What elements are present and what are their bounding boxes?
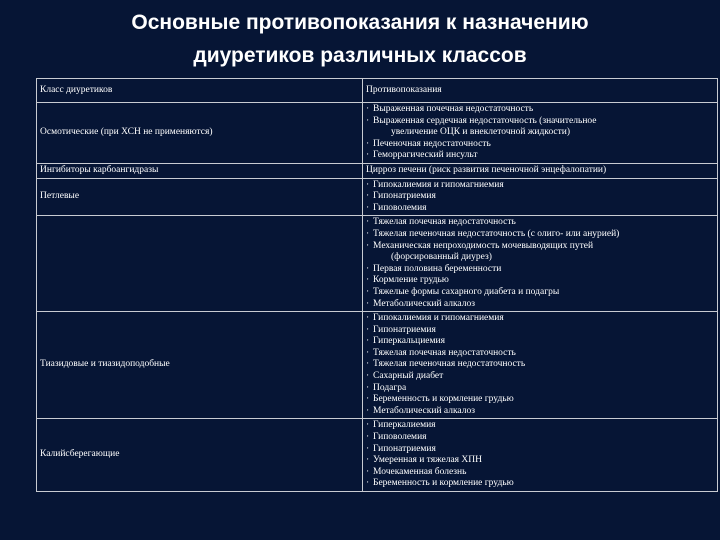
list-item-text: Умеренная и тяжелая ХПН — [373, 455, 483, 466]
class-cell — [37, 216, 363, 312]
class-cell: Калийсберегающие — [37, 419, 363, 492]
list-item-text: Первая половина беременности — [373, 263, 502, 274]
list-item-text: Выраженная сердечная недостаточность (значительное — [373, 115, 597, 126]
list-item-text: Гиперкальциемия — [373, 336, 445, 347]
contraindications-table — [36, 78, 718, 492]
list-item-text: Гипокалиемия и гипомагниемия — [373, 179, 504, 190]
list-item — [366, 104, 714, 116]
list-item-continuation: увеличение ОЦК и внеклеточной жидкости) — [391, 127, 571, 138]
list-item — [366, 383, 714, 395]
contraindications-cell — [363, 312, 718, 419]
list-item-text: Геморрагический инсульт — [373, 150, 478, 161]
slide-title — [0, 6, 720, 72]
list-item — [366, 139, 714, 151]
title-line-1: Основные противопоказания к назначению — [131, 11, 589, 34]
list-item — [366, 444, 714, 456]
list-item-text: Гипонатриемия — [373, 191, 436, 202]
contraindications-cell — [363, 216, 718, 312]
list-item — [366, 150, 714, 162]
class-cell: Петлевые — [37, 178, 363, 216]
list-item-text: Гипонатриемия — [373, 324, 436, 335]
list-item — [366, 217, 714, 229]
list-item-text: Тяжелые формы сахарного диабета и подагры — [373, 286, 560, 297]
list-item — [366, 116, 714, 139]
contraindications-list — [366, 104, 714, 162]
list-item-text: Гиповолемия — [373, 202, 427, 213]
list-item-text: Механическая непроходимость мочевыводящих путей — [373, 240, 594, 251]
list-item-text: Гиперкалиемия — [373, 420, 436, 431]
contraindications-list — [366, 313, 714, 417]
list-item-text: Тяжелая почечная недостаточность — [373, 217, 516, 228]
contraindications-cell — [363, 419, 718, 492]
list-item-text: Гиповолемия — [373, 432, 427, 443]
list-item — [366, 348, 714, 360]
contraindications-cell — [363, 103, 718, 164]
table-row — [37, 103, 718, 164]
list-item — [366, 336, 714, 348]
list-item — [366, 299, 714, 311]
list-item — [366, 432, 714, 444]
list-item — [366, 229, 714, 241]
list-item — [366, 287, 714, 299]
header-class-cell: Класс диуретиков — [37, 79, 363, 103]
table-header-row — [37, 79, 718, 103]
list-item — [366, 203, 714, 215]
list-item — [366, 420, 714, 432]
table-row — [37, 178, 718, 216]
contraindications-list — [366, 420, 714, 490]
list-item — [366, 264, 714, 276]
list-item-continuation: (форсированный диурез) — [391, 252, 492, 263]
class-cell: Осмотические (при ХСН не применяются) — [37, 103, 363, 164]
list-item — [366, 275, 714, 287]
list-item — [366, 406, 714, 418]
list-item-text: Печеночная недостаточность — [373, 138, 491, 149]
list-item — [366, 191, 714, 203]
contraindications-list — [366, 217, 714, 310]
list-item-text: Выраженная почечная недостаточность — [373, 104, 534, 114]
class-cell: Тиазидовые и тиазидоподобные — [37, 312, 363, 419]
list-item — [366, 455, 714, 467]
title-line-2: диуретиков различных классов — [193, 44, 527, 67]
list-item-text: Беременность и кормление грудью — [373, 394, 514, 405]
list-item-text: Кормление грудью — [373, 275, 449, 286]
list-item — [366, 359, 714, 371]
table-row — [37, 312, 718, 419]
list-item-text: Мочекаменная болезнь — [373, 466, 467, 477]
list-item — [366, 313, 714, 325]
class-cell: Ингибиторы карбоангидразы — [37, 163, 363, 178]
list-item — [366, 371, 714, 383]
list-item — [366, 180, 714, 192]
table-row — [37, 216, 718, 312]
header-contraindications-cell: Противопоказания — [363, 79, 718, 103]
list-item-text: Тяжелая почечная недостаточность — [373, 347, 516, 358]
contraindications-list — [366, 180, 714, 215]
list-item-text: Тяжелая печеночная недостаточность (с олиго- или анурией) — [373, 228, 620, 239]
table-row — [37, 419, 718, 492]
contraindications-cell: Цирроз печени (риск развития печеночной энцефалопатии) — [363, 163, 718, 178]
list-item-text: Гипонатриемия — [373, 443, 436, 454]
list-item-text: Метаболический алкалоз — [373, 298, 475, 309]
list-item-text: Беременность и кормление грудью — [373, 478, 514, 489]
list-item — [366, 467, 714, 479]
list-item — [366, 325, 714, 337]
list-item-text: Гипокалиемия и гипомагниемия — [373, 313, 504, 324]
list-item-text: Подагра — [373, 382, 407, 393]
list-item-text: Тяжелая печеночная недостаточность — [373, 359, 526, 370]
list-item-text: Метаболический алкалоз — [373, 405, 475, 416]
list-item — [366, 394, 714, 406]
table-row — [37, 163, 718, 178]
list-item — [366, 478, 714, 490]
list-item-text: Сахарный диабет — [373, 371, 444, 382]
list-item — [366, 241, 714, 264]
contraindications-cell — [363, 178, 718, 216]
